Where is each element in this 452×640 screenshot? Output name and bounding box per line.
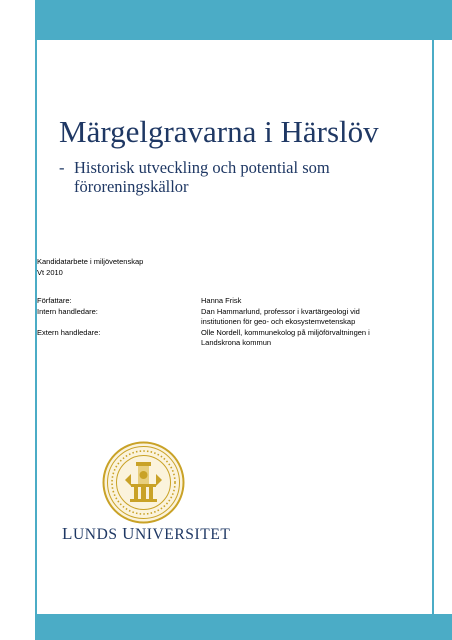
page-frame-bottom (37, 614, 452, 640)
thesis-type: Kandidatarbete i miljövetenskap (37, 257, 144, 266)
internal-supervisor-value: Dan Hammarlund, professor i kvartärgeologi vid institutionen för geo- och ekosystemvetenskap (201, 307, 360, 326)
external-supervisor-value: Olle Nordell, kommunekolog på miljöförvaltningen i Landskrona kommun (201, 328, 370, 347)
subtitle-text: Historisk utveckling och potential som föroreningskällor (74, 158, 330, 196)
author-label: Författare: (37, 296, 72, 305)
internal-supervisor-label: Intern handledare: (37, 307, 98, 316)
document-title: Märgelgravarna i Härslöv (59, 114, 379, 149)
external-supervisor-label: Extern handledare: (37, 328, 101, 337)
page-frame-top (37, 0, 452, 40)
thesis-term: Vt 2010 (37, 268, 63, 277)
document-subtitle (59, 158, 419, 196)
page-frame-left (0, 0, 37, 640)
university-seal-icon (101, 440, 186, 525)
university-logo: LUNDS UNIVERSITET (62, 524, 231, 543)
page-frame-right (432, 40, 452, 614)
author-value: Hanna Frisk (201, 296, 242, 305)
subtitle-dash: - (59, 158, 65, 177)
